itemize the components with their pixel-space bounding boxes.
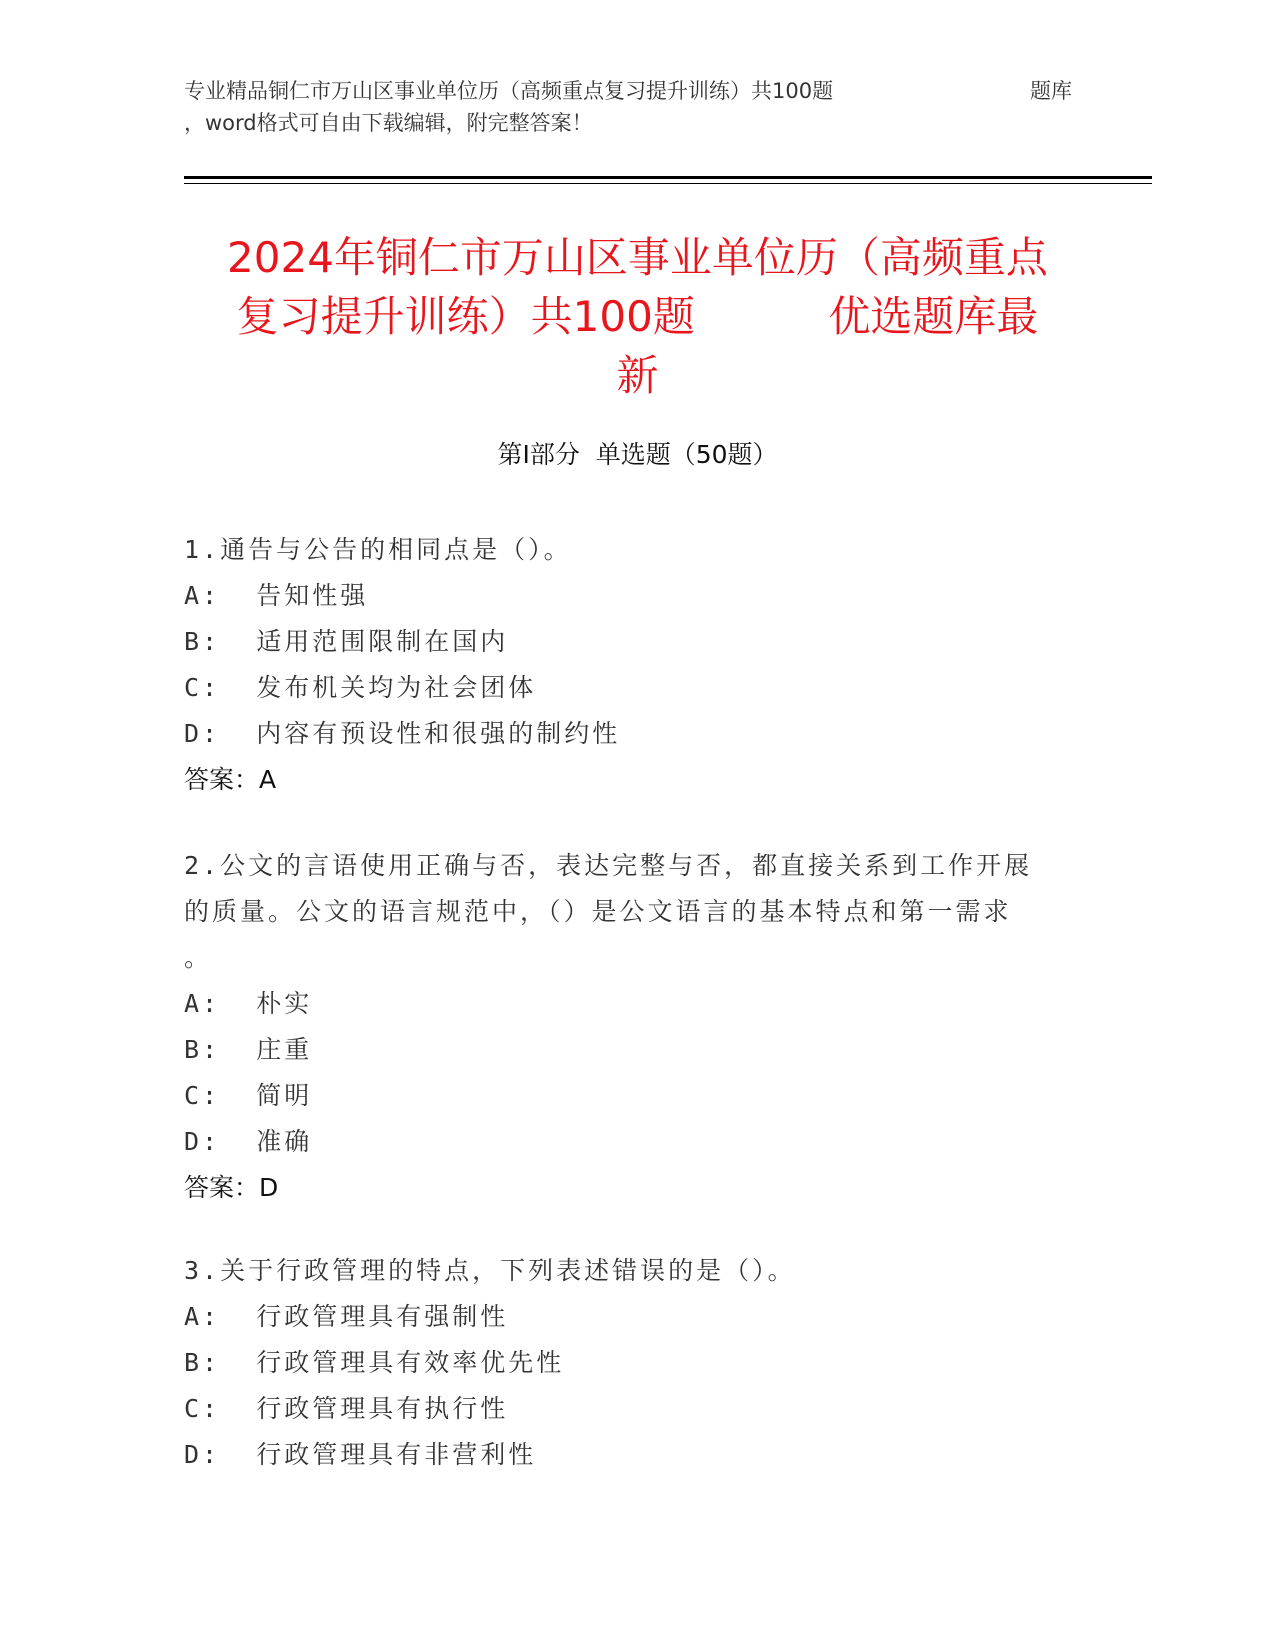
title-line: 新 xyxy=(616,351,659,400)
option-d: D: 内容有预设性和很强的制约性 xyxy=(184,719,621,748)
header-tag: 题库 xyxy=(1030,79,1072,103)
option-c: C: 简明 xyxy=(184,1081,313,1110)
question-stem: 。 xyxy=(184,943,213,972)
option-c: C: 发布机关均为社会团体 xyxy=(184,673,537,702)
question-1 xyxy=(184,527,1084,803)
header-rule-thin xyxy=(184,183,1152,184)
title-line: 复习提升训练）共100题 优选题库最 xyxy=(236,292,1039,341)
option-b: B: 庄重 xyxy=(184,1035,313,1064)
question-3 xyxy=(184,1248,1084,1478)
answer: 答案：A xyxy=(184,765,277,794)
option-b: B: 行政管理具有效率优先性 xyxy=(184,1348,565,1377)
option-d: D: 准确 xyxy=(184,1127,313,1156)
question-stem: 1.通告与公告的相同点是（）。 xyxy=(184,535,572,564)
question-stem: 2.公文的言语使用正确与否，表达完整与否，都直接关系到工作开展 xyxy=(184,851,1033,880)
question-stem: 3.关于行政管理的特点，下列表述错误的是（）。 xyxy=(184,1256,796,1285)
option-c: C: 行政管理具有执行性 xyxy=(184,1394,509,1423)
option-a: A: 告知性强 xyxy=(184,581,369,610)
question-stem: 的质量。公文的语言规范中，（）是公文语言的基本特点和第一需求 xyxy=(184,897,1012,926)
header-subtitle: ，word格式可自由下载编辑，附完整答案！ xyxy=(184,111,593,135)
section-heading: 第Ⅰ部分 单选题（50题） xyxy=(497,440,778,469)
option-b: B: 适用范围限制在国内 xyxy=(184,627,509,656)
option-a: A: 朴实 xyxy=(184,989,313,1018)
question-2 xyxy=(184,843,1084,1211)
header-title: 专业精品铜仁市万山区事业单位历（高频重点复习提升训练）共100题 xyxy=(184,79,834,103)
option-a: A: 行政管理具有强制性 xyxy=(184,1302,509,1331)
running-header xyxy=(184,74,1084,108)
header-rule-thick xyxy=(184,176,1152,179)
answer: 答案：D xyxy=(184,1173,279,1202)
document-title xyxy=(150,228,1125,405)
option-d: D: 行政管理具有非营利性 xyxy=(184,1440,537,1469)
title-line: 2024年铜仁市万山区事业单位历（高频重点 xyxy=(227,233,1048,282)
